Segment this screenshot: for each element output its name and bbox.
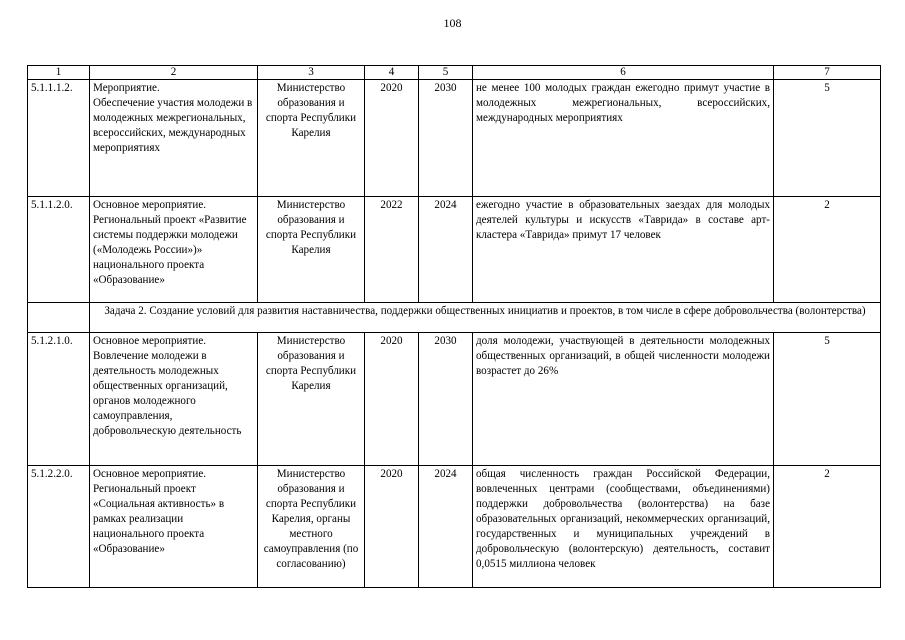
header-cell: 6 bbox=[473, 66, 774, 80]
row-link: 2 bbox=[774, 466, 881, 588]
row-link: 2 bbox=[774, 197, 881, 303]
row-result: не менее 100 молодых граждан ежегодно примут участие в молодежных межрегиональных, всероссийских, международных мероприятиях bbox=[473, 80, 774, 197]
row-start-year: 2020 bbox=[365, 333, 419, 466]
row-event: Основное мероприятие. Вовлечение молодежи в деятельность молодежных общественных организаций, органов молодежного самоуправления, добровольческую деятельность bbox=[90, 333, 258, 466]
row-start-year: 2022 bbox=[365, 197, 419, 303]
header-cell: 5 bbox=[419, 66, 473, 80]
row-end-year: 2024 bbox=[419, 197, 473, 303]
row-event: Основное мероприятие. Региональный проект «Развитие системы поддержки молодежи («Молодежь России»)» национального проекта «Образование» bbox=[90, 197, 258, 303]
header-row bbox=[28, 66, 881, 80]
row-code: 5.1.1.1.2. bbox=[28, 80, 90, 197]
task-empty-cell bbox=[28, 303, 90, 333]
row-end-year: 2024 bbox=[419, 466, 473, 588]
task-heading: Задача 2. Создание условий для развития наставничества, поддержки общественных инициатив и проектов, в том числе в сфере добровольчества (волонтерства) bbox=[90, 303, 881, 333]
row-result: общая численность граждан Российской Федерации, вовлеченных центрами (сообществами, объединениями) поддержки добровольчества (волонтерства) на базе образовательных организаций, некоммерческих организаций, государственных и муниципальных учреждений в добровольческую (волонтерскую) деятельность, составит 0,0515 миллиона человек bbox=[473, 466, 774, 588]
row-code: 5.1.2.1.0. bbox=[28, 333, 90, 466]
table-row bbox=[28, 197, 881, 303]
row-start-year: 2020 bbox=[365, 80, 419, 197]
row-event bbox=[90, 80, 258, 197]
row-link: 5 bbox=[774, 333, 881, 466]
page-number: 108 bbox=[443, 16, 462, 30]
row-result: ежегодно участие в образовательных заездах для молодых деятелей культуры и искусств «Таврида» в составе арт-кластера «Таврида» примут 17 человек bbox=[473, 197, 774, 303]
row-start-year: 2020 bbox=[365, 466, 419, 588]
program-table bbox=[27, 65, 881, 588]
table-row bbox=[28, 466, 881, 588]
header-cell: 4 bbox=[365, 66, 419, 80]
task-row bbox=[28, 303, 881, 333]
row-end-year: 2030 bbox=[419, 80, 473, 197]
row-code: 5.1.1.2.0. bbox=[28, 197, 90, 303]
table-row bbox=[28, 333, 881, 466]
row-code: 5.1.2.2.0. bbox=[28, 466, 90, 588]
row-result: доля молодежи, участвующей в деятельности молодежных общественных организаций, в общей численности молодежи возрастет до 26% bbox=[473, 333, 774, 466]
header-cell: 3 bbox=[258, 66, 365, 80]
row-executor: Министерство образования и спорта Республики Карелия bbox=[258, 333, 365, 466]
row-event: Основное мероприятие. Региональный проект «Социальная активность» в рамках реализации национального проекта «Образование» bbox=[90, 466, 258, 588]
row-executor: Министерство образования и спорта Республики Карелия bbox=[258, 80, 365, 197]
row-end-year: 2030 bbox=[419, 333, 473, 466]
header-cell: 1 bbox=[28, 66, 90, 80]
header-cell: 2 bbox=[90, 66, 258, 80]
event-label: Мероприятие. Обеспечение участия молодежи в молодежных межрегиональных, всероссийских, международных мероприятиях bbox=[93, 82, 253, 154]
row-link: 5 bbox=[774, 80, 881, 197]
row-executor: Министерство образования и спорта Республики Карелия, органы местного самоуправления (по согласованию) bbox=[258, 466, 365, 588]
row-executor: Министерство образования и спорта Республики Карелия bbox=[258, 197, 365, 303]
table-row bbox=[28, 80, 881, 197]
header-cell: 7 bbox=[774, 66, 881, 80]
